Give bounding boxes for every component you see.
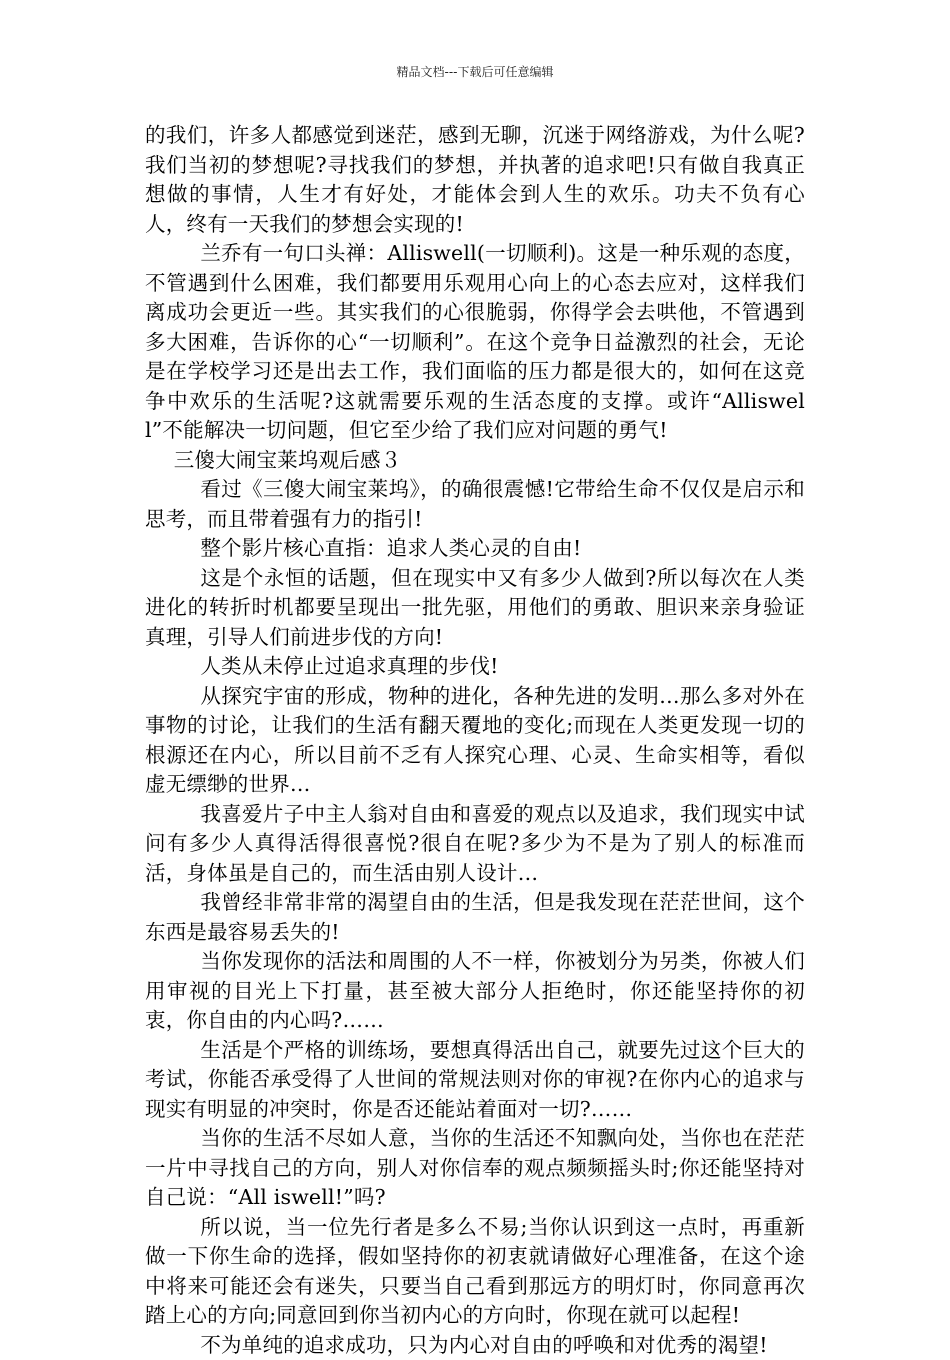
paragraph: 看过《三傻大闹宝莱坞》，的确很震憾!它带给生命不仅仅是启示和思考，而且带着强有力的指引!	[145, 475, 805, 534]
document-body	[145, 121, 805, 1360]
paragraph: 不为单纯的追求成功，只为内心对自由的呼唤和对优秀的渴望!	[145, 1331, 805, 1360]
paragraph: 当你发现你的活法和周围的人不一样，你被划分为另类，你被人们用审视的目光上下打量，甚至被大部分人拒绝时，你还能坚持你的初衷，你自由的内心吗?……	[145, 947, 805, 1036]
section-heading: 三傻大闹宝莱坞观后感３	[145, 446, 805, 476]
paragraph: 从探究宇宙的形成，物种的进化，各种先进的发明…那么多对外在事物的讨论，让我们的生活有翻天覆地的变化;而现在人类更发现一切的根源还在内心，所以目前不乏有人探究心理、心灵、生命实相等，看似虚无缥缈的世界…	[145, 682, 805, 800]
page-header: 精品文档---下载后可任意编辑	[0, 64, 950, 80]
paragraph: 我喜爱片子中主人翁对自由和喜爱的观点以及追求，我们现实中试问有多少人真得活得很喜悦?很自在呢?多少为不是为了别人的标准而活，身体虽是自己的，而生活由别人设计…	[145, 800, 805, 889]
paragraph: 兰乔有一句口头禅：Alliswell(一切顺利)。这是一种乐观的态度，不管遇到什么困难，我们都要用乐观用心向上的心态去应对，这样我们离成功会更近一些。其实我们的心很脆弱，你得学会去哄他，不管遇到多大困难，告诉你的心“一切顺利”。在这个竞争日益激烈的社会，无论是在学校学习还是出去工作，我们面临的压力都是很大的，如何在这竞争中欢乐的生活呢?这就需要乐观的生活态度的支撑。或许“Alliswell”不能解决一切问题，但它至少给了我们应对问题的勇气!	[145, 239, 805, 446]
paragraph: 当你的生活不尽如人意，当你的生活还不知飘向处，当你也在茫茫一片中寻找自己的方向，别人对你信奉的观点频频摇头时;你还能坚持对自己说：“All iswell!”吗?	[145, 1124, 805, 1213]
paragraph: 所以说，当一位先行者是多么不易;当你认识到这一点时，再重新做一下你生命的选择，假如坚持你的初衷就请做好心理准备，在这个途中将来可能还会有迷失，只要当自己看到那远方的明灯时，你同意再次踏上心的方向;同意回到你当初内心的方向时，你现在就可以起程!	[145, 1213, 805, 1331]
paragraph: 人类从未停止过追求真理的步伐!	[145, 652, 805, 682]
paragraph: 这是个永恒的话题，但在现实中又有多少人做到?所以每次在人类进化的转折时机都要呈现出一批先驱，用他们的勇敢、胆识来亲身验证真理，引导人们前进步伐的方向!	[145, 564, 805, 653]
paragraph: 生活是个严格的训练场，要想真得活出自己，就要先过这个巨大的考试，你能否承受得了人世间的常规法则对你的审视?在你内心的追求与现实有明显的冲突时，你是否还能站着面对一切?……	[145, 1036, 805, 1125]
paragraph: 的我们，许多人都感觉到迷茫，感到无聊，沉迷于网络游戏，为什么呢?我们当初的梦想呢?寻找我们的梦想，并执著的追求吧!只有做自我真正想做的事情，人生才有好处，才能体会到人生的欢乐。功夫不负有心人，终有一天我们的梦想会实现的!	[145, 121, 805, 239]
paragraph: 整个影片核心直指：追求人类心灵的自由!	[145, 534, 805, 564]
paragraph: 我曾经非常非常的渴望自由的生活，但是我发现在茫茫世间，这个东西是最容易丢失的!	[145, 888, 805, 947]
